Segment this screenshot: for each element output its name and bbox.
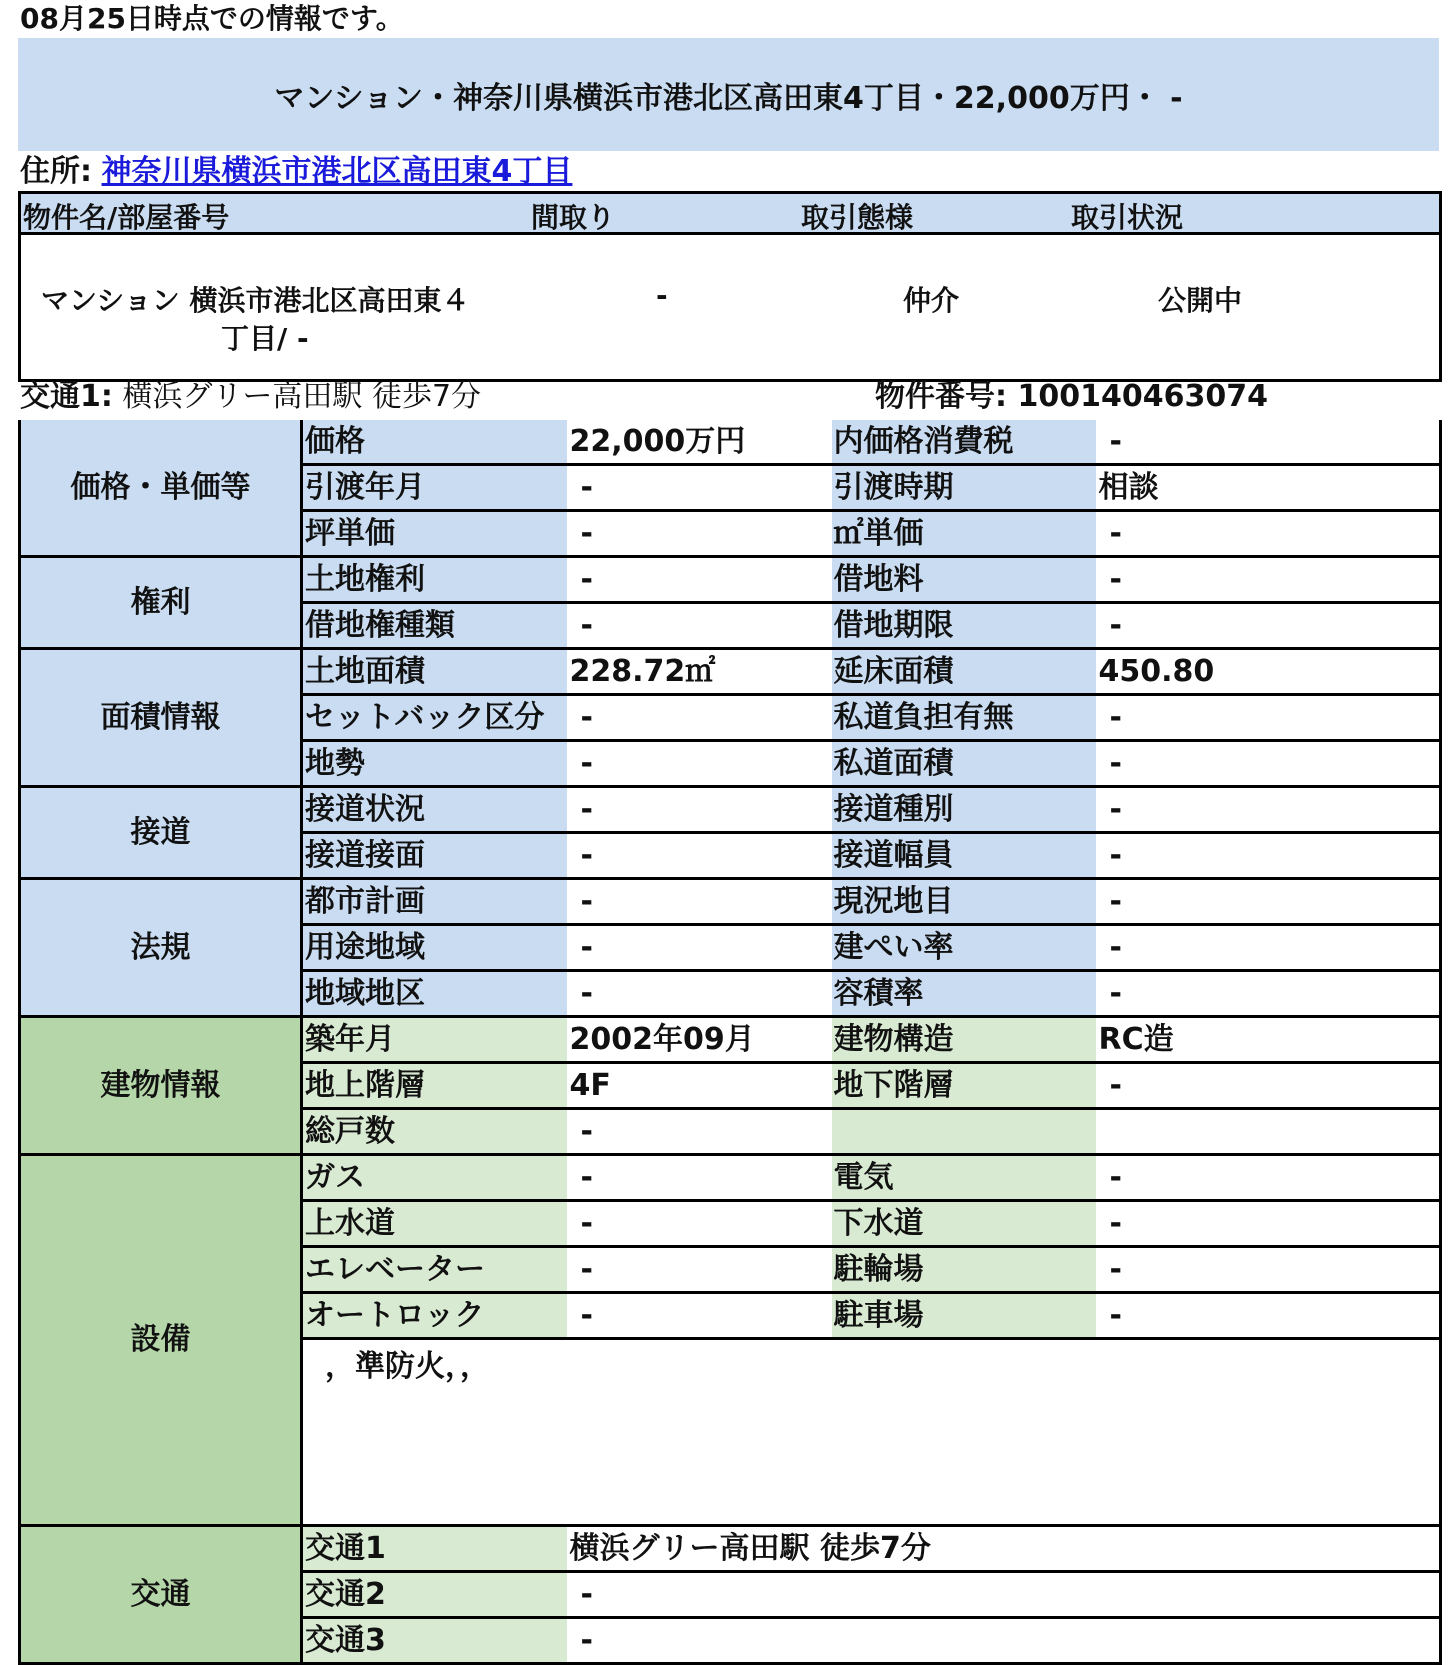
field-value: - — [567, 879, 832, 925]
field-value: - — [1096, 420, 1441, 465]
field-value: - — [567, 1155, 832, 1201]
field-label: 私道面積 — [832, 741, 1096, 787]
field-value: 横浜グリー高田駅 徒歩7分 — [567, 1526, 1441, 1572]
property-name-line1: マンション 横浜市港北区高田東４ — [41, 284, 470, 317]
field-label: 接道状況 — [302, 787, 567, 833]
listing-title-banner — [18, 38, 1439, 151]
field-label: 借地権種類 — [302, 603, 567, 649]
section-title-equipment: 設備 — [20, 1155, 302, 1526]
field-label: 坪単価 — [302, 511, 567, 557]
transaction-type-value: 仲介 — [903, 284, 960, 317]
field-value — [1096, 1109, 1441, 1155]
field-label: オートロック — [302, 1293, 567, 1339]
field-label: 現況地目 — [832, 879, 1096, 925]
field-label: 上水道 — [302, 1201, 567, 1247]
field-value: 相談 — [1096, 465, 1441, 511]
field-value: - — [567, 741, 832, 787]
field-label: 内価格消費税 — [832, 420, 1096, 465]
field-value: 450.80 — [1096, 649, 1441, 695]
property-details-table — [18, 420, 1442, 1665]
field-value: - — [1096, 833, 1441, 879]
summary-header — [21, 194, 1439, 235]
field-value: - — [1096, 741, 1441, 787]
section-title-road: 接道 — [20, 787, 302, 879]
listing-title: マンション・神奈川県横浜市港北区高田東4丁目・22,000万円・ - — [274, 80, 1183, 116]
field-value: - — [1096, 971, 1441, 1017]
section-title-price: 価格・単価等 — [20, 420, 302, 557]
field-value: - — [1096, 1155, 1441, 1201]
field-value: - — [1096, 511, 1441, 557]
address-label: 住所: — [20, 154, 92, 189]
field-value: - — [567, 557, 832, 603]
table-row — [20, 1155, 1441, 1201]
field-label: エレベーター — [302, 1247, 567, 1293]
property-number-value: 100140463074 — [1017, 379, 1268, 414]
table-row — [20, 787, 1441, 833]
field-value: - — [1096, 1063, 1441, 1109]
field-label: 地域地区 — [302, 971, 567, 1017]
section-title-rights: 権利 — [20, 557, 302, 649]
field-value: - — [1096, 603, 1441, 649]
field-label: 接道種別 — [832, 787, 1096, 833]
field-label: 地上階層 — [302, 1063, 567, 1109]
table-row — [20, 1526, 1441, 1572]
field-value: - — [567, 925, 832, 971]
field-label: 価格 — [302, 420, 567, 465]
field-label: 電気 — [832, 1155, 1096, 1201]
field-value: - — [567, 833, 832, 879]
field-value: - — [567, 465, 832, 511]
field-label: 接道幅員 — [832, 833, 1096, 879]
field-value: - — [567, 1109, 832, 1155]
field-value: RC造 — [1096, 1017, 1441, 1063]
field-label: 引渡年月 — [302, 465, 567, 511]
field-value: - — [1096, 1247, 1441, 1293]
traffic-summary-value: 横浜グリー高田駅 徒歩7分 — [122, 379, 482, 414]
field-label: 借地期限 — [832, 603, 1096, 649]
layout-value: - — [656, 279, 668, 312]
field-label: 交通2 — [302, 1572, 567, 1618]
field-value: 22,000万円 — [567, 420, 832, 465]
field-label: 借地料 — [832, 557, 1096, 603]
field-value: - — [567, 511, 832, 557]
traffic-summary — [20, 378, 481, 416]
field-value: - — [567, 1201, 832, 1247]
field-label: 接道接面 — [302, 833, 567, 879]
section-title-law: 法規 — [20, 879, 302, 1017]
status-value: 公開中 — [1158, 284, 1243, 317]
field-value: - — [567, 971, 832, 1017]
field-value: 4F — [567, 1063, 832, 1109]
table-row — [20, 879, 1441, 925]
field-label: 総戸数 — [302, 1109, 567, 1155]
field-value: - — [1096, 879, 1441, 925]
field-value: - — [1096, 557, 1441, 603]
field-label: 地勢 — [302, 741, 567, 787]
field-value: - — [1096, 787, 1441, 833]
field-label: ㎡単価 — [832, 511, 1096, 557]
field-label: 土地面積 — [302, 649, 567, 695]
field-label: 築年月 — [302, 1017, 567, 1063]
field-label: 引渡時期 — [832, 465, 1096, 511]
field-label: 建物構造 — [832, 1017, 1096, 1063]
field-label: 交通3 — [302, 1618, 567, 1664]
field-label: 駐車場 — [832, 1293, 1096, 1339]
property-name-line2: 丁目/ - — [221, 322, 309, 355]
header-status: 取引状況 — [1071, 201, 1184, 234]
field-value: - — [567, 1618, 1441, 1664]
field-label: 地下階層 — [832, 1063, 1096, 1109]
header-transaction-type: 取引態様 — [801, 201, 914, 234]
section-title-traffic: 交通 — [20, 1526, 302, 1664]
header-name: 物件名/部屋番号 — [23, 201, 230, 234]
field-value: - — [567, 1572, 1441, 1618]
field-value: - — [567, 1247, 832, 1293]
field-value: - — [1096, 1293, 1441, 1339]
as-of-notice: 08月25日時点での情報です。 — [20, 2, 404, 35]
field-label: 私道負担有無 — [832, 695, 1096, 741]
section-title-area: 面積情報 — [20, 649, 302, 787]
field-value: - — [1096, 925, 1441, 971]
field-value: - — [1096, 695, 1441, 741]
table-row — [20, 420, 1441, 465]
equipment-notes: ，準防火，， — [302, 1339, 1441, 1526]
field-value: - — [567, 603, 832, 649]
address-line — [20, 153, 572, 191]
field-value: - — [567, 1293, 832, 1339]
field-label: 延床面積 — [832, 649, 1096, 695]
field-value: - — [1096, 1201, 1441, 1247]
field-label: ガス — [302, 1155, 567, 1201]
table-row — [20, 1017, 1441, 1063]
field-value: - — [567, 787, 832, 833]
field-label: セットバック区分 — [302, 695, 567, 741]
field-value: 2002年09月 — [567, 1017, 832, 1063]
property-number — [875, 378, 1268, 416]
field-label: 都市計画 — [302, 879, 567, 925]
summary-table — [18, 191, 1442, 382]
field-label: 用途地域 — [302, 925, 567, 971]
field-label: 下水道 — [832, 1201, 1096, 1247]
field-label — [832, 1109, 1096, 1155]
address-link[interactable]: 神奈川県横浜市港北区高田東4丁目 — [101, 154, 573, 189]
table-row — [20, 557, 1441, 603]
field-value: - — [567, 695, 832, 741]
field-label: 土地権利 — [302, 557, 567, 603]
summary-row — [21, 235, 1439, 379]
field-label: 交通1 — [302, 1526, 567, 1572]
property-number-label: 物件番号: — [875, 379, 1007, 414]
table-row — [20, 649, 1441, 695]
field-label: 容積率 — [832, 971, 1096, 1017]
field-label: 駐輪場 — [832, 1247, 1096, 1293]
section-title-building: 建物情報 — [20, 1017, 302, 1155]
field-label: 建ぺい率 — [832, 925, 1096, 971]
header-layout: 間取り — [531, 201, 616, 234]
field-value: 228.72㎡ — [567, 649, 832, 695]
traffic-summary-label: 交通1: — [20, 379, 113, 414]
